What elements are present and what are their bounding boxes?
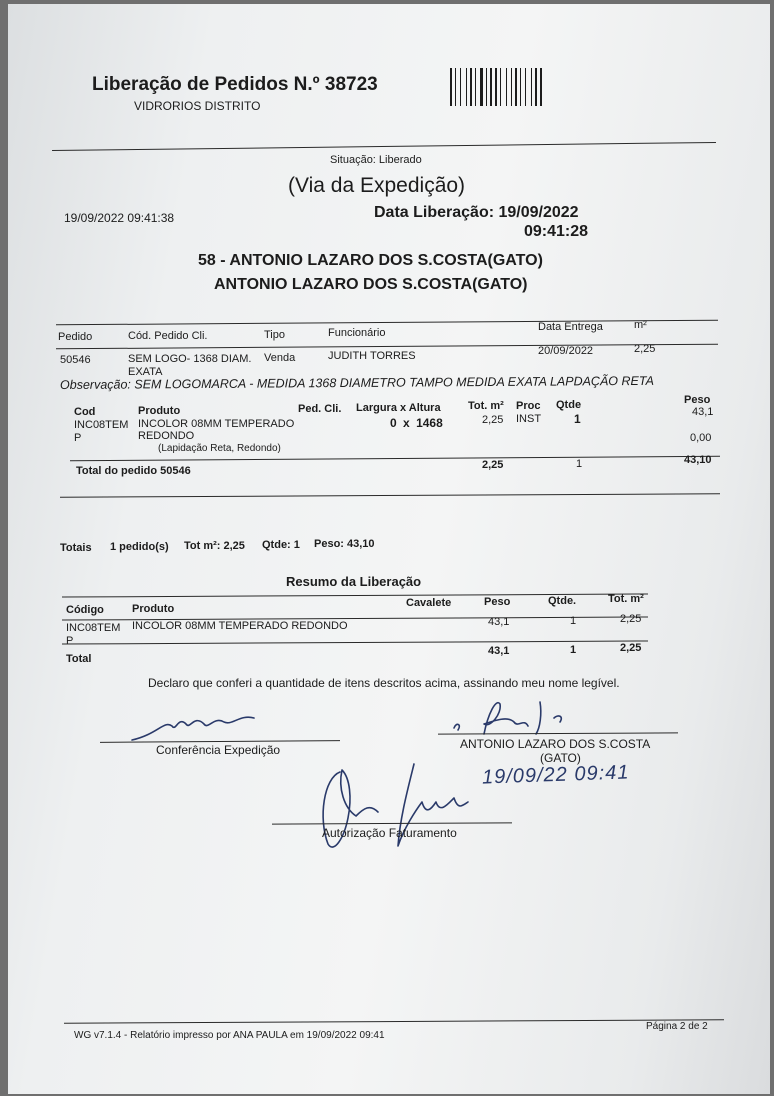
summary-col-tot-m2: Tot. m² [608, 593, 644, 605]
item-altura: 1468 [416, 416, 443, 430]
item-produto-line-1: INCOLOR 08MM TEMPERADO [138, 418, 295, 430]
item-total-line [70, 456, 720, 462]
item-dimensions [390, 416, 443, 430]
order-m2: 2,25 [634, 343, 656, 355]
summary-col-produto: Produto [132, 603, 175, 615]
summary-total-peso: 43,1 [488, 645, 510, 657]
summary-total-label: Total [66, 653, 92, 665]
order-total-m2: 2,25 [482, 459, 504, 471]
summary-col-cavalete: Cavalete [406, 597, 452, 609]
summary-col-qtde: Qtde. [548, 595, 577, 607]
item-col-proc: Proc [516, 400, 541, 412]
summary-col-codigo: Código [66, 604, 104, 616]
item-col-cod: Cod [74, 406, 96, 418]
footer-line [64, 1019, 724, 1023]
footer-page: Página 2 de 2 [646, 1021, 708, 1032]
declaration-text: Declaro que conferi a quantidade de itens descritos acima, assinando meu nome legível. [148, 676, 620, 690]
item-produto-line-2: REDONDO [138, 430, 195, 442]
summary-codigo-line-2: P [66, 635, 74, 647]
handwritten-date: 19/09/22 09:41 [481, 761, 630, 789]
observation [60, 374, 654, 392]
barcode [450, 68, 568, 106]
summary-total-m2: 2,25 [620, 642, 642, 654]
item-proc: INST [516, 413, 542, 425]
summary-codigo-line-1: INC08TEM [66, 622, 121, 634]
order-cod-line-1: SEM LOGO- 1368 DIAM. [128, 353, 252, 365]
totals-peso: Peso: 43,10 [314, 538, 375, 550]
totals-qtde: Qtde: 1 [262, 539, 300, 551]
summary-total-line [62, 640, 648, 644]
item-cod-line-1: INC08TEM [74, 419, 129, 431]
client-name-label: ANTONIO LAZARO DOS S.COSTA [460, 737, 651, 751]
observation-text: SEM LOGOMARCA - MEDIDA 1368 DIAMETRO TAMPO MEDIDA EXATA LAPDAÇÃO RETA [134, 373, 654, 392]
conferencia-label: Conferência Expedição [156, 743, 281, 757]
company-name: VIDRORIOS DISTRITO [134, 99, 261, 113]
status-text: Situação: Liberado [330, 154, 422, 166]
col-tipo: Tipo [264, 329, 285, 341]
order-total-qtde: 1 [576, 458, 583, 470]
order-pedido: 50546 [60, 354, 91, 366]
item-peso-extra: 0,00 [690, 432, 712, 444]
col-cod-pedido-cli: Cód. Pedido Cli. [128, 330, 208, 342]
item-col-produto: Produto [138, 405, 181, 417]
order-total-label: Total do pedido 50546 [76, 465, 191, 477]
summary-peso: 43,1 [488, 616, 510, 628]
item-largura: 0 [390, 416, 397, 430]
release-time: 09:41:28 [524, 223, 589, 240]
col-pedido: Pedido [58, 331, 93, 343]
item-qtde: 1 [574, 412, 581, 426]
col-data-entrega: Data Entrega [538, 321, 603, 333]
order-cod-line-2: EXATA [128, 366, 163, 378]
totals-pedidos: 1 pedido(s) [110, 541, 169, 553]
summary-col-peso: Peso [484, 596, 511, 608]
autorizacao-label: Autorização Faturamento [322, 826, 457, 840]
order-data-entrega: 20/09/2022 [538, 345, 594, 357]
item-dim-separator: x [403, 416, 410, 430]
order-total-peso: 43,10 [684, 454, 712, 466]
observation-label: Observação: [59, 377, 131, 392]
order-tipo: Venda [264, 352, 296, 364]
summary-produto: INCOLOR 08MM TEMPERADO REDONDO [132, 620, 348, 632]
via-label: (Via da Expedição) [288, 174, 466, 197]
item-tot-m2: 2,25 [482, 414, 504, 426]
header-divider [52, 142, 716, 151]
order-bottom-line [60, 493, 720, 497]
item-peso: 43,1 [692, 406, 714, 418]
summary-title: Resumo da Liberação [286, 574, 422, 589]
item-produto-line-3: (Lapidação Reta, Redondo) [158, 443, 281, 454]
summary-qtde: 1 [570, 615, 577, 627]
document-title: Liberação de Pedidos N.º 38723 [92, 74, 378, 95]
autorizacao-signature [304, 758, 474, 858]
order-top-line [56, 320, 718, 326]
col-funcionario: Funcionário [328, 327, 386, 339]
item-col-largura-altura: Largura x Altura [356, 402, 441, 414]
summary-tot-m2: 2,25 [620, 613, 642, 625]
totals-label: Totais [60, 542, 92, 554]
item-cod-line-2: P [74, 432, 82, 444]
release-date: Data Liberação: 19/09/2022 [374, 204, 579, 221]
order-funcionario: JUDITH TORRES [328, 350, 416, 362]
document-page [8, 4, 770, 1094]
item-col-tot-m2: Tot. m² [468, 400, 504, 412]
client-line-2: ANTONIO LAZARO DOS S.COSTA(GATO) [214, 276, 528, 293]
item-col-peso: Peso [684, 394, 711, 406]
item-col-ped-cli: Ped. Cli. [298, 403, 342, 415]
order-header-line [56, 344, 718, 350]
print-datetime: 19/09/2022 09:41:38 [64, 211, 175, 225]
totals-m2: Tot m²: 2,25 [184, 540, 245, 552]
item-col-qtde: Qtde [556, 399, 582, 411]
col-m2: m² [634, 319, 647, 331]
client-name-label-2: (GATO) [540, 751, 581, 765]
client-line-1: 58 - ANTONIO LAZARO DOS S.COSTA(GATO) [198, 252, 543, 269]
footer-printed-by: WG v7.1.4 - Relatório impresso por ANA PAULA em 19/09/2022 09:41 [74, 1030, 385, 1041]
summary-total-qtde: 1 [570, 644, 577, 656]
